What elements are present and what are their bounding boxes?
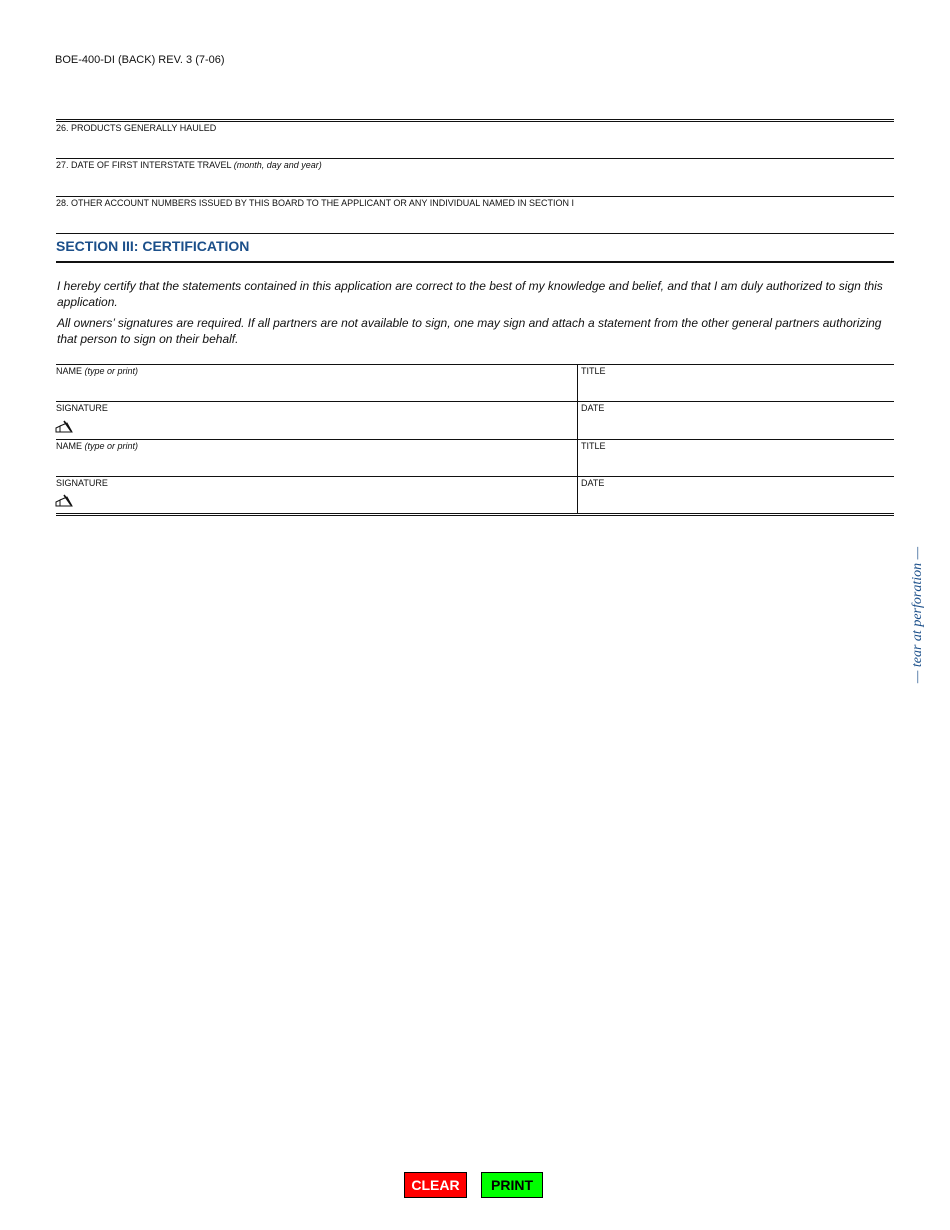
double-rule-top-2 (56, 121, 894, 122)
field-interstate-text: 27. DATE OF FIRST INTERSTATE TRAVEL (56, 160, 232, 170)
section3-title-rule (56, 261, 894, 263)
sig-row-rule-1 (56, 401, 894, 402)
pen-icon (55, 494, 73, 508)
field-interstate-label (56, 160, 322, 170)
signature-1-label[interactable]: SIGNATURE (56, 403, 108, 413)
form-id: BOE-400-DI (BACK) REV. 3 (7-06) (55, 54, 225, 66)
sig-row-rule-3 (56, 476, 894, 477)
tear-at-perforation (906, 540, 930, 690)
sig-row-rule-2 (56, 439, 894, 440)
print-button[interactable]: PRINT (481, 1172, 543, 1198)
tear-text: — tear at perforation — (910, 546, 925, 684)
rule-section3-top (56, 233, 894, 234)
title-2-label[interactable]: TITLE (581, 441, 606, 451)
field-other-accounts-label: 28. OTHER ACCOUNT NUMBERS ISSUED BY THIS BOARD TO THE APPLICANT OR ANY INDIVIDUAL NAMED IN SECTION I (56, 198, 574, 208)
title-1-label[interactable]: TITLE (581, 366, 606, 376)
pen-icon (55, 420, 73, 434)
signature-2-label[interactable]: SIGNATURE (56, 478, 108, 488)
section3-title: SECTION III: CERTIFICATION (56, 238, 250, 254)
name-1-text: NAME (56, 366, 83, 376)
rule-other-accounts (56, 196, 894, 197)
name-2-label[interactable] (56, 441, 138, 451)
field-products-label: 26. PRODUCTS GENERALLY HAULED (56, 123, 217, 133)
sig-table-bottom-rule (56, 513, 894, 514)
date-1-label[interactable]: DATE (581, 403, 605, 413)
name-1-hint: (type or print) (84, 366, 139, 376)
double-rule-top (56, 119, 894, 120)
sig-table-top-rule (56, 364, 894, 365)
date-2-label[interactable]: DATE (581, 478, 605, 488)
name-1-label[interactable] (56, 366, 138, 376)
sig-table-bottom-rule-2 (56, 515, 894, 516)
clear-button[interactable]: CLEAR (404, 1172, 467, 1198)
rule-interstate (56, 158, 894, 159)
signatures-required-paragraph: All owners’ signatures are required. If all partners are not available to sign, one may sign and attach a statement from the other general partners authorizing that person to sign on their behalf. (57, 316, 882, 346)
certification-paragraph: I hereby certify that the statements contained in this application are correct to the best of my knowledge and belief, and that I am duly authorized to sign this application. (57, 279, 883, 309)
name-2-text: NAME (56, 441, 83, 451)
name-2-hint: (type or print) (84, 441, 139, 451)
field-interstate-hint: (month, day and year) (233, 160, 322, 170)
